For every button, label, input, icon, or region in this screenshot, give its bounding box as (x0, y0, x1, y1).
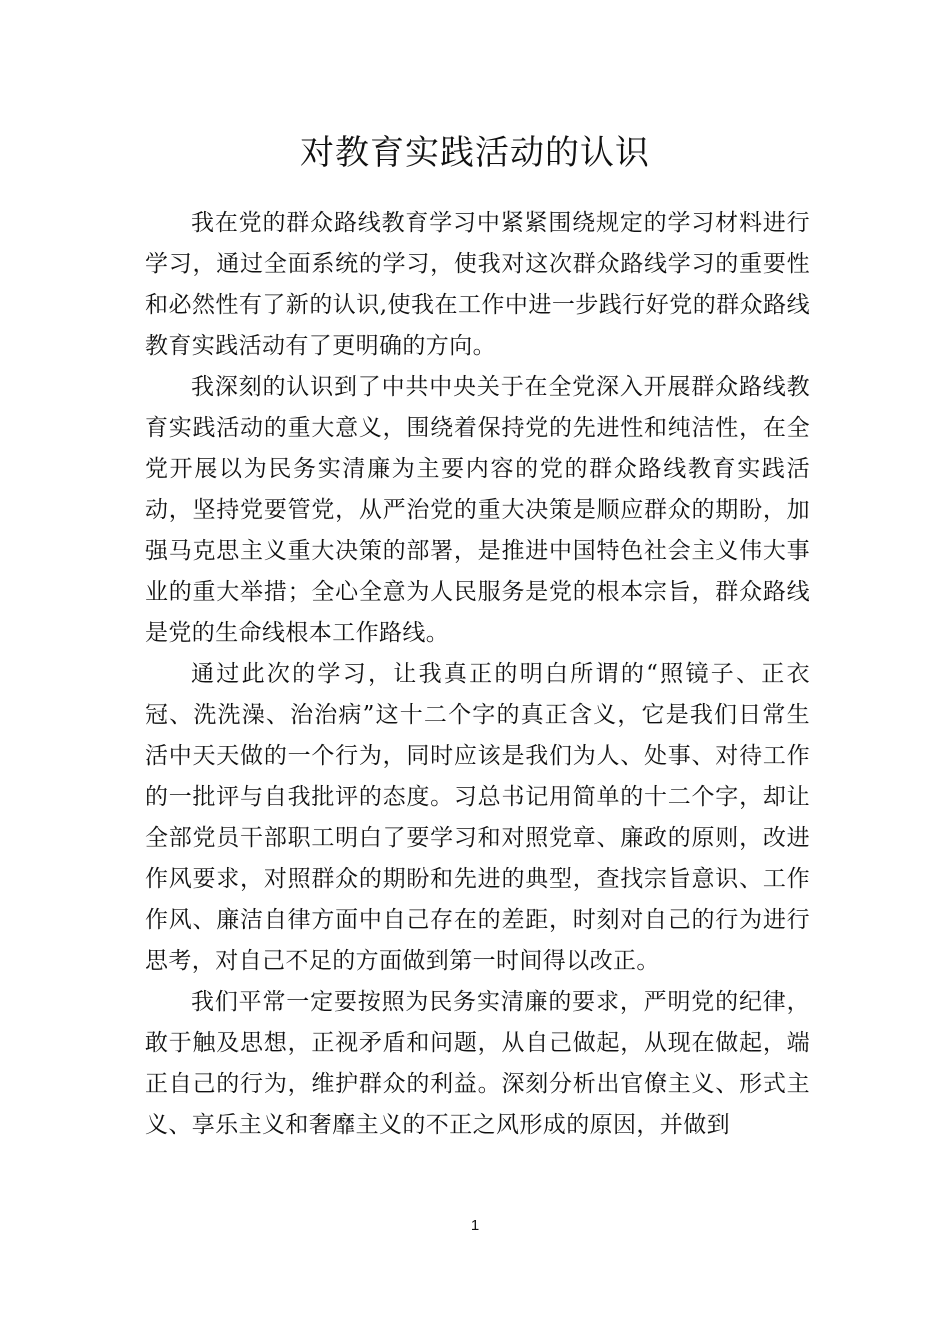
paragraph-2: 我深刻的认识到了中共中央关于在全党深入开展群众路线教育实践活动的重大意义，围绕着保持党的先进性和纯洁性，在全党开展以为民务实清廉为主要内容的党的群众路线教育实践活动，坚持党要管党，从严治党的重大决策是顺应群众的期盼，加强马克思主义重大决策的部署，是推进中国特色社会主义伟大事业的重大举措；全心全意为人民服务是党的根本宗旨，群众路线是党的生命线根本工作路线。 (145, 374, 810, 646)
document-title: 对教育实践活动的认识 (300, 133, 650, 173)
page-number: 1 (470, 1217, 480, 1234)
paragraph-4: 我们平常一定要按照为民务实清廉的要求，严明党的纪律，敢于触及思想，正视矛盾和问题，从自己做起，从现在做起，端正自己的行为，维护群众的利益。深刻分析出官僚主义、形式主义、享乐主义和奢靡主义的不正之风形成的原因，并做到 (145, 989, 810, 1138)
document-body (145, 203, 810, 1146)
paragraph-1: 我在党的群众路线教育学习中紧紧围绕规定的学习材料进行学习，通过全面系统的学习，使我对这次群众路线学习的重要性和必然性有了新的认识,使我在工作中进一步践行好党的群众路线教育实践活动有了更明确的方向。 (145, 210, 810, 359)
paragraph-3: 通过此次的学习，让我真正的明白所谓的“照镜子、正衣冠、洗洗澡、治治病”这十二个字的真正含义，它是我们日常生活中天天做的一个行为，同时应该是我们为人、处事、对待工作的一批评与自我批评的态度。习总书记用简单的十二个字，却让全部党员干部职工明白了要学习和对照党章、廉政的原则，改进作风要求，对照群众的期盼和先进的典型，查找宗旨意识、工作作风、廉洁自律方面中自己存在的差距，时刻对自己的行为进行思考，对自己不足的方面做到第一时间得以改正。 (145, 661, 810, 974)
